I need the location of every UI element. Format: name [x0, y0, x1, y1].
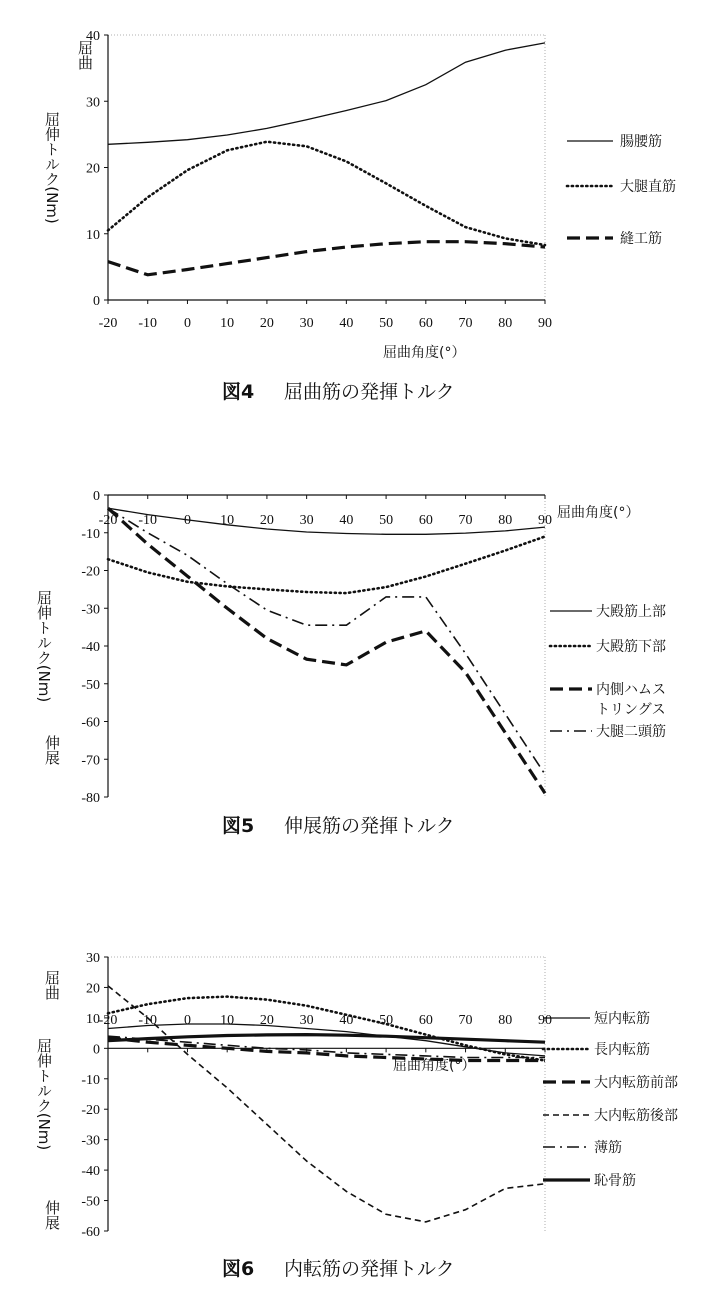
extension-side-label: 伸展 — [43, 1200, 61, 1230]
figure-caption-text: 屈曲筋の発揮トルク — [284, 381, 455, 403]
x-tick-label: 50 — [379, 513, 394, 528]
x-tick-label: 0 — [183, 513, 191, 528]
x-tick-label: 10 — [220, 1013, 235, 1028]
legend-label: 大内転筋前部 — [594, 1075, 678, 1091]
series-line — [108, 43, 545, 144]
x-tick-label: -10 — [138, 513, 158, 528]
y-tick-label: 0 — [93, 489, 100, 504]
figure-caption-number: 図5 — [222, 815, 255, 837]
flexion-side-label: 屈曲 — [76, 40, 94, 70]
legend-label: 大殿筋上部 — [596, 604, 666, 620]
x-tick-label: 30 — [299, 1013, 314, 1028]
x-tick-label: 40 — [339, 1013, 354, 1028]
x-tick-label: 0 — [183, 1013, 191, 1028]
x-tick-label: -20 — [98, 513, 118, 528]
y-tick-label: 0 — [93, 294, 100, 309]
figure-caption-number: 図6 — [222, 1258, 255, 1280]
legend-label: トリングス — [596, 702, 666, 718]
x-tick-label: 30 — [299, 513, 314, 528]
x-tick-label: 80 — [498, 513, 513, 528]
chart-5 — [35, 489, 666, 837]
legend-label: 大殿筋下部 — [596, 639, 666, 655]
y-tick-label: -60 — [81, 1225, 100, 1240]
series-line — [108, 142, 545, 245]
x-axis-label: 屈曲角度(°） — [393, 1058, 476, 1074]
series-line — [108, 986, 545, 1222]
chart-4 — [43, 29, 676, 403]
x-tick-label: -20 — [98, 1013, 118, 1028]
y-axis-label: 屈伸トルク(Nm) — [35, 1037, 53, 1151]
x-tick-label: 60 — [418, 513, 433, 528]
y-tick-label: -10 — [81, 526, 100, 542]
legend-label: 短内転筋 — [594, 1011, 650, 1027]
y-tick-label: -10 — [81, 1072, 100, 1088]
x-tick-label: 90 — [538, 316, 552, 331]
legend-label: 縫工筋 — [620, 231, 662, 247]
y-axis-label: 屈伸トルク(Nm) — [35, 589, 53, 703]
y-tick-label: 30 — [86, 951, 100, 966]
x-tick-label: 60 — [418, 316, 433, 331]
x-tick-label: 20 — [259, 513, 274, 528]
x-tick-label: 90 — [538, 513, 552, 528]
x-tick-label: 0 — [183, 316, 191, 331]
y-tick-label: -30 — [81, 1133, 100, 1149]
x-tick-label: 10 — [220, 316, 235, 331]
y-tick-label: -80 — [81, 791, 100, 806]
series-line — [108, 508, 545, 774]
x-axis-label: 屈曲角度(°） — [557, 505, 640, 521]
x-tick-label: 70 — [458, 1013, 473, 1028]
flexion-side-label: 屈曲 — [43, 970, 61, 1000]
x-tick-label: 70 — [458, 316, 473, 331]
legend-label: 恥骨筋 — [594, 1173, 636, 1189]
y-tick-label: -20 — [81, 564, 100, 580]
y-tick-label: -40 — [81, 1164, 100, 1180]
legend-label: 大腿直筋 — [620, 179, 676, 195]
extension-side-label: 伸展 — [43, 735, 61, 765]
x-tick-label: 20 — [259, 316, 274, 331]
series-line — [108, 508, 545, 534]
series-line — [108, 242, 545, 275]
legend-label: 大腿二頭筋 — [596, 724, 666, 740]
x-tick-label: 80 — [498, 1013, 513, 1028]
x-tick-label: 10 — [220, 513, 235, 528]
legend-label: 長内転筋 — [594, 1042, 650, 1058]
legend-label: 薄筋 — [594, 1140, 622, 1156]
x-tick-label: 70 — [458, 513, 473, 528]
y-tick-label: 10 — [86, 227, 100, 243]
x-tick-label: 50 — [379, 316, 394, 331]
y-tick-label: -50 — [81, 677, 100, 693]
y-tick-label: -50 — [81, 1194, 100, 1210]
chart-6 — [35, 951, 678, 1280]
x-tick-label: 40 — [339, 513, 354, 528]
x-tick-label: 90 — [538, 1013, 552, 1028]
y-tick-label: -40 — [81, 640, 100, 655]
y-tick-label: 20 — [86, 981, 100, 997]
x-tick-label: 20 — [259, 1013, 274, 1028]
y-tick-label: -30 — [81, 602, 100, 618]
legend-label: 大内転筋後部 — [594, 1108, 678, 1124]
x-axis-label: 屈曲角度(°） — [383, 345, 466, 361]
y-axis-label: 屈伸トルク(Nm) — [43, 111, 61, 224]
x-tick-label: -10 — [138, 316, 158, 331]
y-tick-label: 30 — [86, 95, 100, 111]
y-tick-label: 40 — [86, 29, 100, 44]
x-tick-label: -20 — [98, 316, 118, 331]
x-tick-label: 30 — [299, 316, 314, 331]
figure-caption-number: 図4 — [222, 381, 255, 403]
y-tick-label: 10 — [86, 1011, 100, 1027]
y-tick-label: 20 — [86, 161, 100, 177]
series-line — [108, 508, 545, 793]
legend-label: 腸腰筋 — [620, 134, 662, 150]
legend-label: 内側ハムス — [596, 682, 666, 698]
y-tick-label: 0 — [93, 1042, 100, 1058]
x-tick-label: 60 — [418, 1013, 433, 1028]
y-tick-label: -70 — [81, 753, 100, 769]
x-tick-label: 80 — [498, 316, 513, 331]
x-tick-label: 40 — [339, 316, 354, 331]
figure-caption-text: 伸展筋の発揮トルク — [284, 815, 455, 837]
y-tick-label: -20 — [81, 1103, 100, 1119]
y-tick-label: -60 — [81, 715, 100, 731]
x-tick-label: 50 — [379, 1013, 394, 1028]
x-tick-label: -10 — [138, 1013, 158, 1028]
figure-caption-text: 内転筋の発揮トルク — [284, 1258, 455, 1280]
